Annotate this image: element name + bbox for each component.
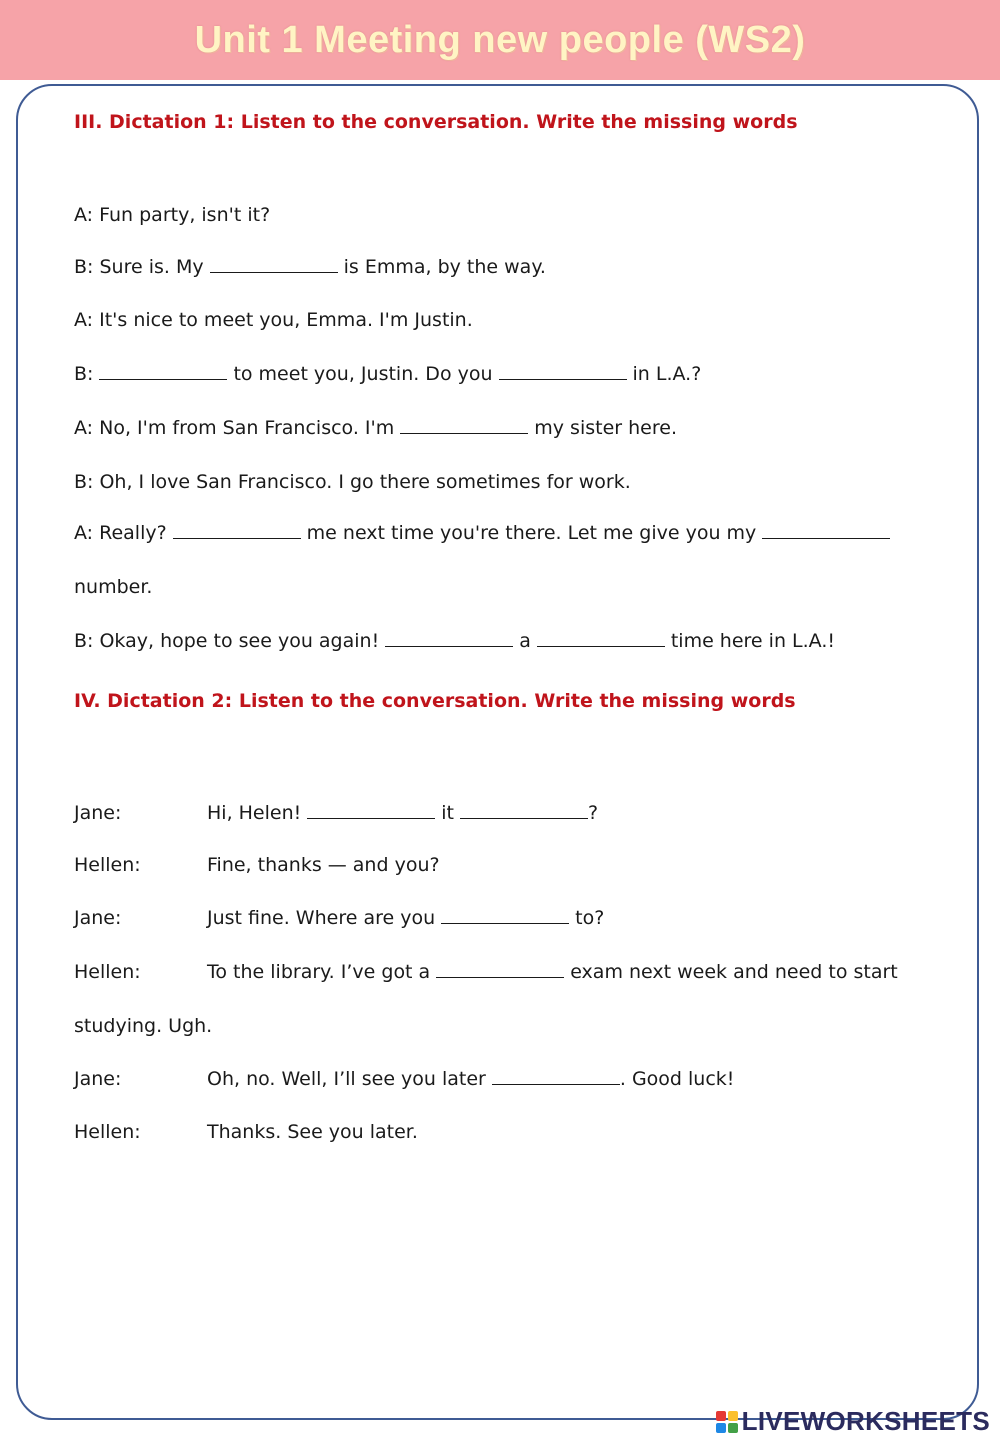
dialogue-line-6: [74, 470, 631, 494]
line-text: Oh, no. Well, I’ll see you later: [207, 1068, 486, 1090]
line-text: exam next week and need to start: [570, 961, 898, 983]
blank-input-3[interactable]: [499, 365, 627, 380]
line-text: Thanks. See you later.: [207, 1121, 418, 1143]
line-text: to meet you, Justin. Do you: [233, 363, 493, 385]
line-text: it: [441, 802, 454, 824]
title-banner: [0, 0, 1000, 80]
dialogue-row-7: [207, 1120, 418, 1144]
blank-input-6[interactable]: [762, 524, 890, 539]
dialogue-row-2: [207, 853, 440, 877]
line-text: A: It's nice to meet you, Emma. I'm Justin.: [74, 309, 473, 331]
blank-input-1[interactable]: [210, 258, 338, 273]
line-text: B: Oh, I love San Francisco. I go there sometimes for work.: [74, 471, 631, 493]
line-text: Fine, thanks — and you?: [207, 854, 440, 876]
section-4-heading: IV. Dictation 2: Listen to the conversation. Write the missing words: [74, 690, 796, 712]
line-text: time here in L.A.!: [670, 630, 835, 652]
blank-input-11[interactable]: [441, 909, 569, 924]
blank-input-5[interactable]: [173, 524, 301, 539]
speaker-label: Hellen:: [74, 1121, 141, 1143]
speaker-label: Jane:: [74, 1068, 122, 1090]
dialogue-line-4: [74, 362, 701, 386]
line-text: A: No, I'm from San Francisco. I'm: [74, 417, 395, 439]
blank-input-7[interactable]: [385, 632, 513, 647]
page-title: Unit 1 Meeting new people (WS2): [194, 18, 806, 61]
blank-input-9[interactable]: [307, 804, 435, 819]
line-text: B: Okay, hope to see you again!: [74, 630, 380, 652]
dialogue-line-5: [74, 416, 677, 440]
line-text: Just fine. Where are you: [207, 907, 436, 929]
line-text: my sister here.: [534, 417, 677, 439]
line-text: To the library. I’ve got a: [207, 961, 431, 983]
line-text: B: Sure is. My: [74, 256, 204, 278]
section-3-heading: III. Dictation 1: Listen to the conversation. Write the missing words: [74, 111, 798, 133]
dialogue-line-1: [74, 203, 270, 227]
line-text: ?: [587, 802, 599, 824]
speaker-label: Jane:: [74, 802, 122, 824]
line-text: number.: [74, 576, 153, 598]
logo-grid-icon: [716, 1411, 738, 1433]
dialogue-row-1: [207, 801, 598, 825]
dialogue-row-6: [207, 1067, 734, 1091]
dialogue-row-3: [207, 906, 604, 930]
dialogue-line-7: [74, 521, 896, 545]
line-text: A: Really?: [74, 522, 167, 544]
line-text: B:: [74, 363, 94, 385]
line-text: me next time you're there. Let me give you my: [306, 522, 757, 544]
line-text: . Good luck!: [619, 1068, 735, 1090]
worksheet-frame: [16, 84, 979, 1420]
speaker-label: Jane:: [74, 907, 122, 929]
line-text: studying. Ugh.: [74, 1015, 213, 1037]
dialogue-line-3: [74, 308, 473, 332]
line-text: a: [519, 630, 531, 652]
dialogue-line-2: [74, 255, 546, 279]
line-text: to?: [575, 907, 605, 929]
dialogue-line-9: [74, 629, 835, 653]
blank-input-8[interactable]: [537, 632, 665, 647]
dialogue-row-5: [74, 1014, 212, 1038]
logo-text: LIVEWORKSHEETS: [741, 1406, 990, 1436]
blank-input-4[interactable]: [400, 419, 528, 434]
line-text: in L.A.?: [632, 363, 702, 385]
line-text: Hi, Helen!: [207, 802, 302, 824]
line-text: is Emma, by the way.: [343, 256, 546, 278]
dialogue-row-4: [207, 960, 898, 984]
blank-input-12[interactable]: [436, 963, 564, 978]
blank-input-13[interactable]: [492, 1070, 620, 1085]
speaker-label: Hellen:: [74, 854, 141, 876]
speaker-label: Hellen:: [74, 961, 141, 983]
blank-input-10[interactable]: [460, 804, 588, 819]
dialogue-line-8: [74, 575, 152, 599]
liveworksheets-logo: [716, 1406, 990, 1437]
line-text: A: Fun party, isn't it?: [74, 204, 271, 226]
blank-input-2[interactable]: [99, 365, 227, 380]
